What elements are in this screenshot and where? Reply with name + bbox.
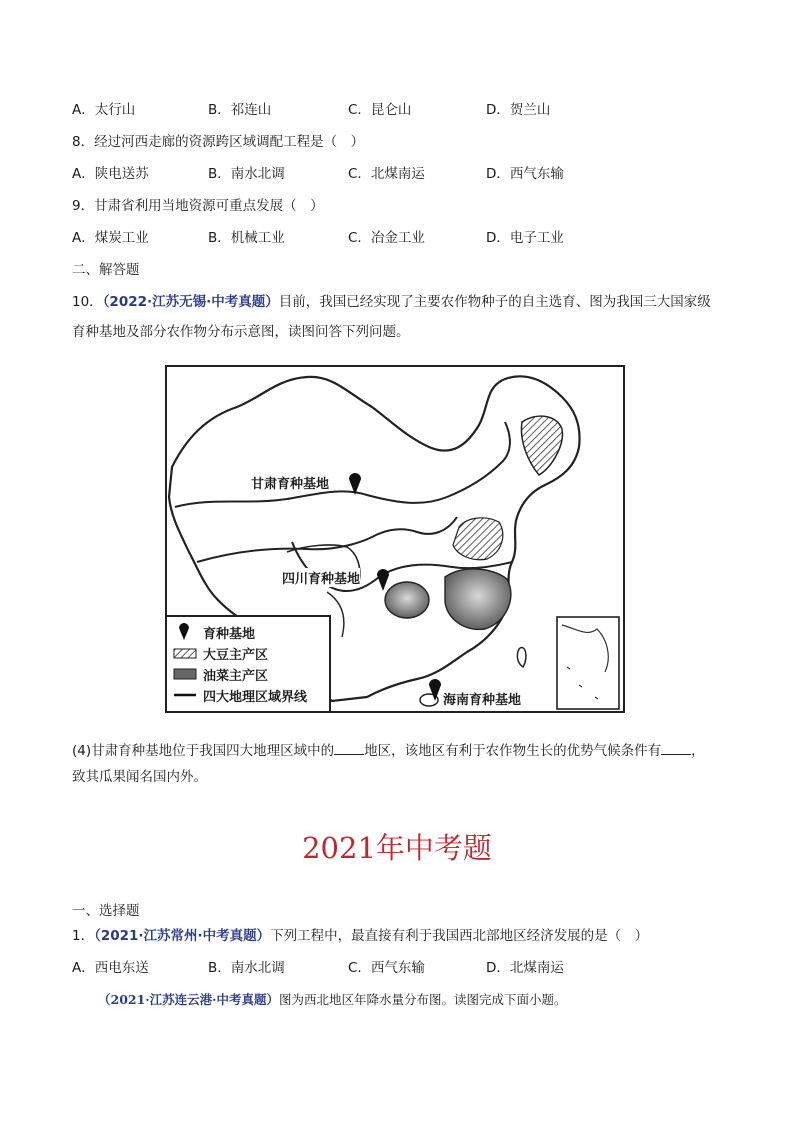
q10-sub4-part3: ， (691, 743, 705, 759)
south-sea-inset (557, 617, 619, 709)
q9-stem: 9．甘肃省利用当地资源可重点发展（ ） (72, 198, 324, 214)
q10-sub4-blank2[interactable] (661, 740, 691, 755)
q1-option-b[interactable]: B．南水北调 (208, 960, 285, 976)
legend-shade-icon (173, 665, 197, 683)
q9-option-a[interactable]: A．煤炭工业 (72, 230, 149, 246)
q9-option-c[interactable]: C．冶金工业 (348, 230, 425, 246)
q10-sub4 (72, 738, 722, 790)
china-map-figure (165, 365, 625, 713)
q-next-text: 图为西北地区年降水量分布图。读图完成下面小题。 (279, 992, 567, 1007)
legend-marker-icon (173, 623, 197, 641)
q8-options (72, 164, 732, 184)
q7-options (72, 100, 732, 120)
map-label-sichuan: 四川育种基地 (282, 568, 360, 587)
map-label-hainan: 海南育种基地 (443, 693, 522, 708)
q10-stem-line1 (72, 292, 711, 312)
q8-option-b[interactable]: B．南水北调 (208, 166, 285, 182)
q9-option-b[interactable]: B．机械工业 (208, 230, 285, 246)
q7-option-c[interactable]: C．昆仑山 (348, 102, 412, 118)
q8-stem: 8．经过河西走廊的资源跨区域调配工程是（ ） (72, 134, 365, 150)
taiwan-island (517, 648, 526, 667)
q8-option-d[interactable]: D．西气东输 (486, 166, 564, 182)
q9-option-d[interactable]: D．电子工业 (486, 230, 564, 246)
q1-option-a[interactable]: A．西电东送 (72, 960, 149, 976)
q7-option-b[interactable]: B．祁连山 (208, 102, 272, 118)
q1-number: 1． (72, 928, 95, 944)
section-heading-answer: 二、解答题 (72, 262, 140, 278)
legend-label-soybean: 大豆主产区 (203, 648, 269, 663)
map-legend (167, 615, 331, 711)
q7-option-a[interactable]: A．太行山 (72, 102, 136, 118)
q8-option-a[interactable]: A．陕电送苏 (72, 166, 149, 182)
q9-options (72, 228, 732, 248)
q10-stem-line2: 育种基地及部分农作物分布示意图，读图问答下列问题。 (72, 324, 410, 340)
hainan-base-marker (429, 679, 441, 701)
section-heading-choice: 一、选择题 (72, 903, 140, 919)
q10-text1: 目前，我国已经实现了主要农作物种子的自主选育、图为我国三大国家级 (278, 294, 711, 310)
q-next-intro (98, 990, 567, 1010)
q10-number: 10． (72, 294, 103, 310)
q8-option-c[interactable]: C．北煤南运 (348, 166, 425, 182)
q1-option-d[interactable]: D．北煤南运 (486, 960, 564, 976)
soybean-area-northeast (521, 416, 562, 475)
q1-option-c[interactable]: C．西气东输 (348, 960, 425, 976)
boundary-line-plateau (197, 517, 457, 562)
soybean-area-north (453, 518, 503, 560)
legend-label-rapeseed: 油菜主产区 (203, 669, 269, 684)
map-label-gansu: 甘肃育种基地 (251, 477, 330, 492)
legend-label-boundary: 四大地理区域界线 (203, 690, 308, 705)
q1-text: 下列工程中，最直接有利于我国西北部地区经济发展的是（ ） (270, 928, 649, 944)
boundary-line-north (175, 422, 510, 507)
legend-hatch-icon (173, 644, 197, 662)
q10-sub4-part2: 地区，该地区有利于农作物生长的优势气候条件有 (364, 743, 662, 759)
rapeseed-area-sichuan (385, 582, 429, 618)
q10-sub4-part1: (4)甘肃育种基地位于我国四大地理区域中的 (72, 743, 335, 759)
year-title: 2021年中考题 (302, 831, 492, 865)
q10-sub4-part4: 致其瓜果闻名国内外。 (72, 769, 207, 785)
q10-source: （2022·江苏无锡·中考真题） (102, 294, 279, 310)
q-next-source: （2021·江苏连云港·中考真题） (98, 992, 279, 1007)
sichuan-base-marker (377, 569, 389, 591)
q10-sub4-blank1[interactable] (334, 740, 364, 755)
legend-line-icon (173, 686, 197, 704)
legend-label-base: 育种基地 (203, 627, 256, 642)
q1-options (72, 958, 732, 978)
q7-option-d[interactable]: D．贺兰山 (486, 102, 551, 118)
q1-stem (72, 926, 648, 946)
q1-source: （2021·江苏常州·中考真题） (94, 928, 271, 944)
